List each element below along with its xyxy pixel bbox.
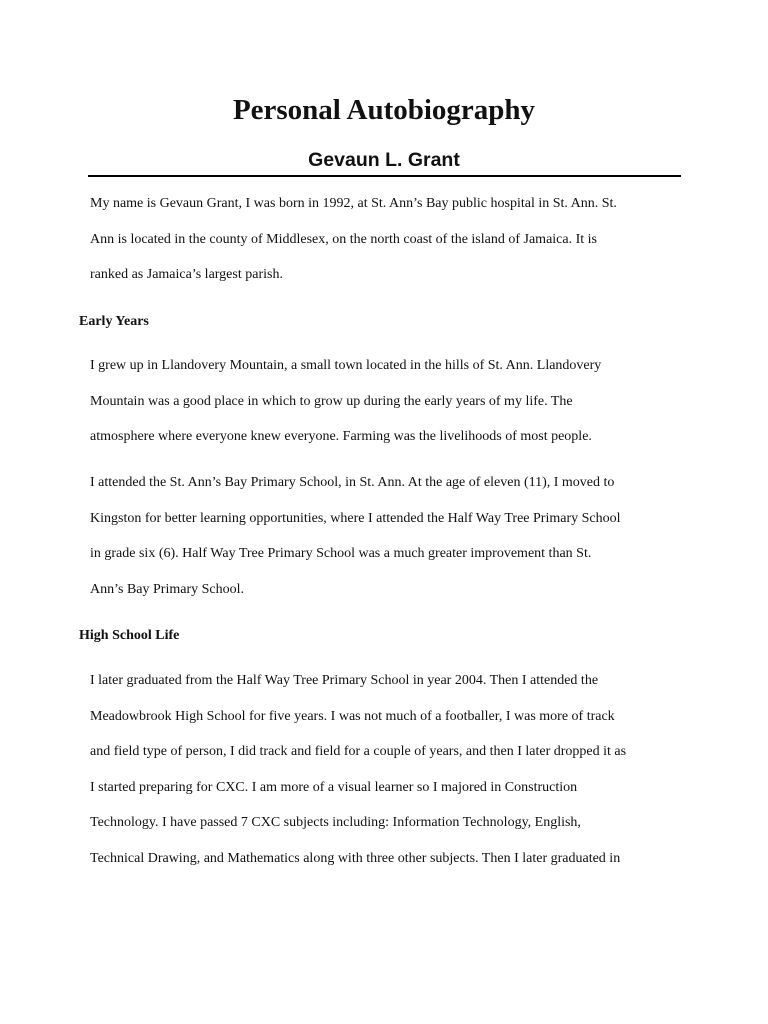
early-years-paragraph-1 — [90, 348, 680, 455]
text-line: in grade six (6). Half Way Tree Primary School was a much greater improvement than St. — [90, 546, 592, 562]
text-line: I started preparing for CXC. I am more of a visual learner so I majored in Construction — [90, 779, 578, 795]
text-line: I grew up in Llandovery Mountain, a small town located in the hills of St. Ann. Llandovery — [90, 358, 602, 373]
text-line: Mountain was a good place in which to grow up during the early years of my life. The — [90, 393, 573, 409]
section-heading-early-years: Early Years — [79, 314, 149, 329]
early-years-paragraph-2 — [90, 465, 680, 607]
text-line: Ann’s Bay Primary School. — [90, 581, 244, 597]
text-line: atmosphere where everyone knew everyone. Farming was the livelihoods of most people. — [90, 429, 592, 445]
text-line: Technology. I have passed 7 CXC subjects including: Information Technology, English, — [90, 815, 581, 831]
text-line: Meadowbrook High School for five years. I was not much of a footballer, I was more of track — [90, 708, 615, 724]
text-line: My name is Gevaun Grant, I was born in 1992, at St. Ann’s Bay public hospital in St. Ann. St. — [90, 196, 617, 211]
high-school-paragraph-1 — [90, 663, 680, 877]
text-line: Kingston for better learning opportunities, where I attended the Half Way Tree Primary School — [90, 510, 621, 526]
document-title: Personal Autobiography — [232, 94, 536, 126]
text-line: Ann is located in the county of Middlesex, on the north coast of the island of Jamaica. It is — [90, 231, 597, 247]
title-divider — [88, 175, 681, 177]
text-line: ranked as Jamaica’s largest parish. — [90, 267, 283, 283]
text-line: Technical Drawing, and Mathematics along with three other subjects. Then I later graduated in — [90, 850, 621, 866]
intro-paragraph — [90, 186, 680, 293]
section-heading-high-school-life: High School Life — [79, 628, 180, 643]
text-line: I later graduated from the Half Way Tree Primary School in year 2004. Then I attended the — [90, 673, 599, 688]
text-line: I attended the St. Ann’s Bay Primary School, in St. Ann. At the age of eleven (11), I moved to — [90, 475, 615, 490]
text-line: and field type of person, I did track and field for a couple of years, and then I later dropped it as — [90, 744, 627, 760]
author-name: Gevaun L. Grant — [308, 149, 460, 171]
